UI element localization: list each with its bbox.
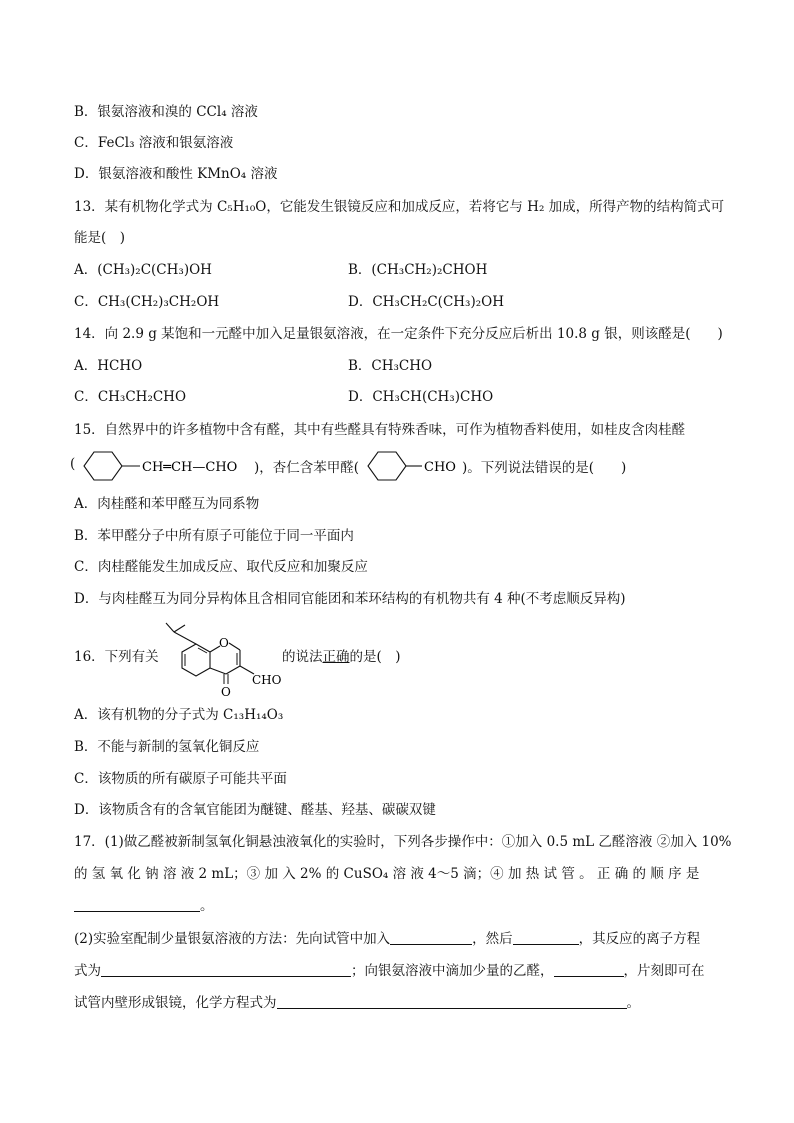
- q17-part2-line3: [74, 993, 640, 1013]
- q12-option-d: D．银氨溶液和酸性 KMnO₄ 溶液: [74, 166, 278, 182]
- q15-option-a: A．肉桂醛和苯甲醛互为同系物: [74, 496, 260, 512]
- answer-blank-step[interactable]: [513, 930, 579, 945]
- q17-part2-e: ；向银氨溶液中滴加少量的乙醛，: [351, 963, 554, 979]
- q14-option-c: C．CH₃CH₂CHO: [74, 389, 187, 405]
- q17-part2-c: ，其反应的离子方程: [578, 931, 701, 947]
- q17-part1-line2: 的 氢 氧 化 钠 溶 液 2 mL；③ 加 入 2% 的 CuSO₄ 溶 液 4～5 滴；④ 加 热 试 管 。 正 确 的 顺 序 是: [74, 866, 700, 882]
- benzaldehyde-structure: [364, 448, 474, 484]
- ring-oxygen-label: O: [219, 636, 229, 650]
- q16-option-d: D．该物质含有的含氧官能团为醚键、醛基、羟基、碳碳双键: [74, 802, 436, 818]
- q17-part2-b: ，然后: [472, 931, 513, 947]
- q16-option-a: A．该有机物的分子式为 C₁₃H₁₄O₃: [74, 707, 284, 723]
- q17-part1-end: 。: [200, 898, 214, 914]
- q16-suffix-underlined: 正确: [322, 649, 350, 665]
- q14-option-a: A．HCHO: [74, 358, 143, 374]
- q17-part2-line2: [74, 961, 705, 981]
- q12-option-b: B．银氨溶液和溴的 CCl₄ 溶液: [74, 104, 258, 120]
- q15-structure-line: [70, 448, 710, 484]
- answer-blank-chemical-equation[interactable]: [277, 994, 627, 1009]
- q17-part2-d: 式为: [74, 963, 101, 979]
- q17-part2-f: ，片刻即可在: [623, 963, 705, 979]
- keto-oxygen-label: O: [221, 685, 231, 698]
- q16-suffix: [282, 647, 401, 667]
- q16-option-c: C．该物质的所有碳原子可能共平面: [74, 771, 287, 787]
- q17-part1-line1: 17．(1)做乙醛被新制氢氧化铜悬浊液氧化的实验时，下列各步操作中：①加入 0.5 mL 乙醛溶液 ②加入 10%: [74, 834, 732, 850]
- answer-blank-condition[interactable]: [554, 962, 624, 977]
- q13-option-d: D．CH₃CH₂C(CH₃)₂OH: [348, 294, 504, 310]
- q15-tail-text: )。下列说法错误的是( ): [462, 460, 627, 476]
- cinnamal-chain-label: CH═CH—CHO: [142, 460, 238, 475]
- q16-suffix-before: 的说法: [282, 649, 323, 665]
- q16-suffix-after: 的是( ): [349, 649, 401, 665]
- q15-paren-open: (: [70, 456, 76, 472]
- q14-stem: 14．向 2.9 g 某饱和一元醛中加入足量银氨溶液，在一定条件下充分反应后析出 10.8 g 银，则该醛是( ): [74, 326, 723, 342]
- q17-part2-h: 。: [626, 995, 640, 1011]
- cinnamaldehyde-structure: [80, 448, 270, 484]
- q17-part2-g: 试管内壁形成银镜，化学方程式为: [74, 995, 277, 1011]
- q12-option-c: C．FeCl₃ 溶液和银氨溶液: [74, 135, 234, 151]
- q14-option-d: D．CH₃CH(CH₃)CHO: [348, 389, 494, 405]
- q15-mid-text: )，杏仁含苯甲醛(: [254, 460, 360, 476]
- q15-option-c: C．肉桂醛能发生加成反应、取代反应和加聚反应: [74, 559, 368, 575]
- aldehyde-group-label: CHO: [252, 673, 282, 687]
- q13-option-c: C．CH₃(CH₂)₃CH₂OH: [74, 294, 220, 310]
- q13-option-b: B．(CH₃CH₂)₂CHOH: [348, 262, 488, 278]
- answer-blank-ionic-equation[interactable]: [101, 962, 351, 977]
- answer-blank-order[interactable]: [74, 897, 200, 912]
- q16-prefix: 16．下列有关: [74, 649, 159, 665]
- q13-stem-line2: 能是( ): [74, 230, 126, 246]
- q17-part1-line3: [74, 896, 214, 916]
- q15-option-d: D．与肉桂醛互为同分异构体且含相同官能团和苯环结构的有机物共有 4 种(不考虑顺反异构): [74, 591, 626, 607]
- q15-stem-line1: 15．自然界中的许多植物中含有醛，其中有些醛具有特殊香味，可作为植物香料使用，如桂皮含肉桂醛: [74, 422, 686, 438]
- q15-option-b: B．苯甲醛分子中所有原子可能位于同一平面内: [74, 528, 354, 544]
- q13-stem-line1: 13．某有机物化学式为 C₅H₁₀O，它能发生银镜反应和加成反应，若将它与 H₂ 加成，所得产物的结构简式可: [74, 199, 725, 215]
- q17-part2-line1: [74, 929, 700, 949]
- q14-option-b: B．CH₃CHO: [348, 358, 433, 374]
- q17-part2-a: (2)实验室配制少量银氨溶液的方法：先向试管中加入: [74, 931, 391, 947]
- q13-option-a: A．(CH₃)₂C(CH₃)OH: [74, 262, 212, 278]
- answer-blank-reagent[interactable]: [390, 930, 472, 945]
- benzaldehyde-group-label: CHO: [424, 460, 456, 475]
- chromone-aldehyde-structure: [152, 618, 284, 698]
- q16-option-b: B．不能与新制的氢氧化铜反应: [74, 739, 260, 755]
